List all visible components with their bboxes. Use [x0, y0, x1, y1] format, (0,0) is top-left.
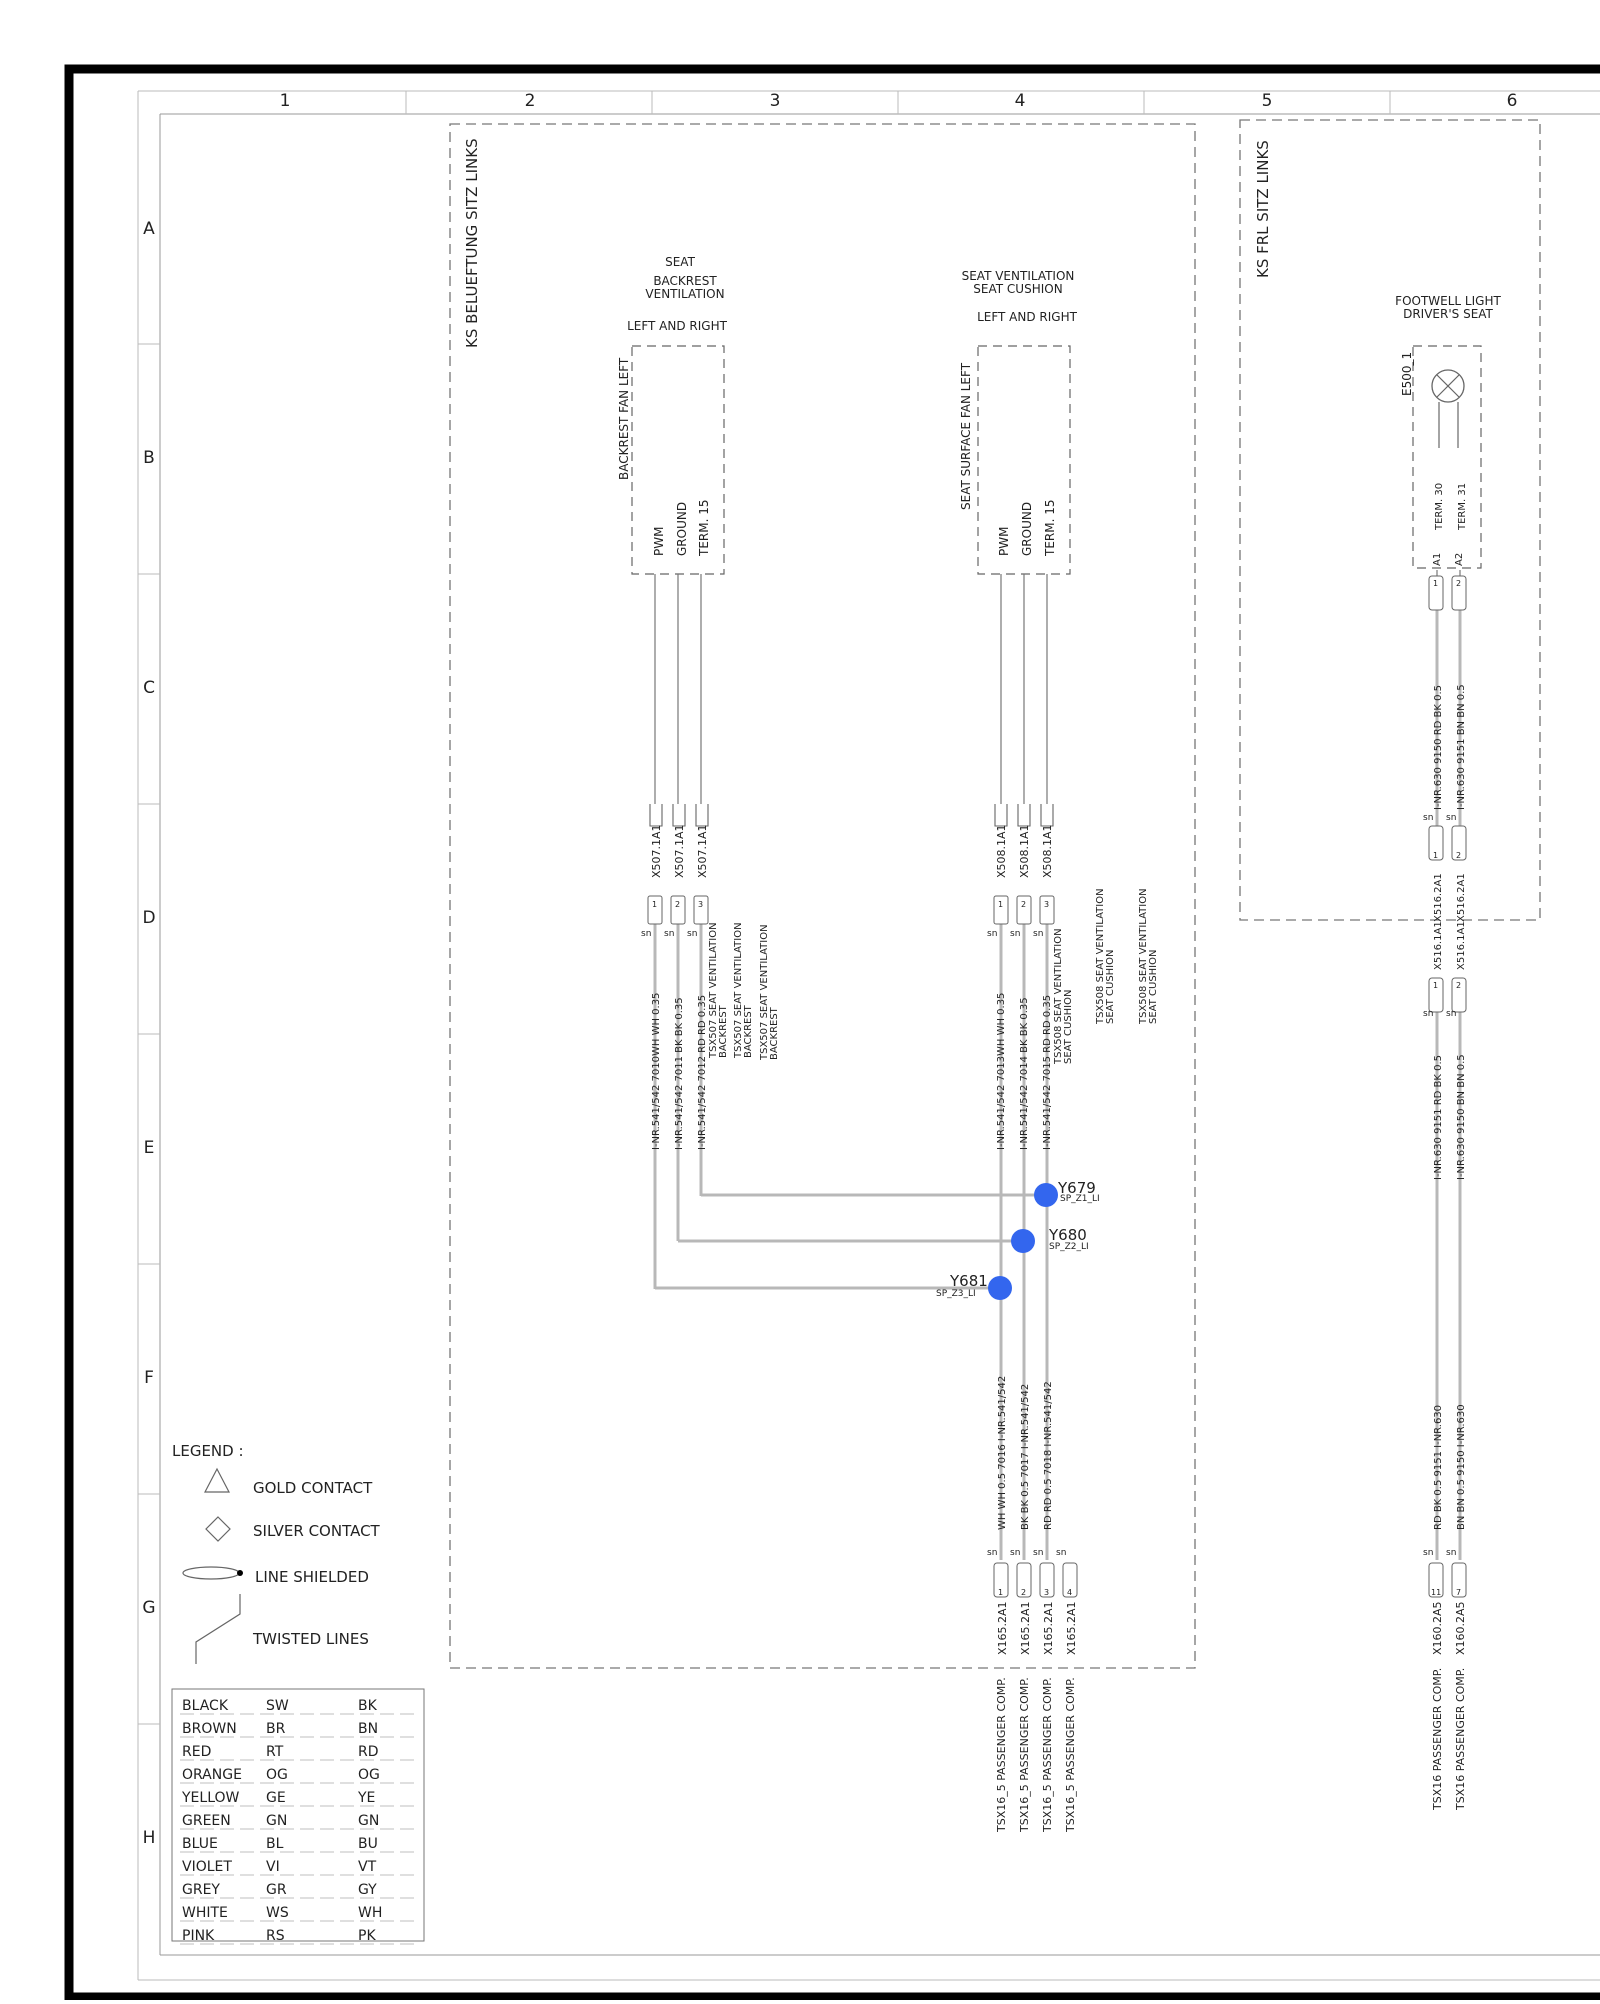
svg-text:WH WH 0.5 7016 I-NR.541/542: WH WH 0.5 7016 I-NR.541/542 — [997, 1375, 1008, 1530]
svg-text:sn: sn — [1423, 813, 1434, 823]
svg-text:I-NR.541/542 7015 RD RD 0.35: I-NR.541/542 7015 RD RD 0.35 — [1042, 994, 1053, 1150]
svg-text:TERM. 15: TERM. 15 — [697, 499, 711, 556]
svg-text:TERM. 15: TERM. 15 — [1043, 499, 1057, 556]
svg-text:I-NR.541/542 7013WH WH 0.35: I-NR.541/542 7013WH WH 0.35 — [996, 992, 1007, 1150]
svg-text:LINE SHIELDED: LINE SHIELDED — [255, 1568, 369, 1586]
svg-text:X165.2A1: X165.2A1 — [1042, 1601, 1055, 1655]
svg-text:TWISTED LINES: TWISTED LINES — [253, 1630, 369, 1648]
svg-text:LEFT AND RIGHT: LEFT AND RIGHT — [627, 319, 727, 333]
svg-text:sn: sn — [1446, 813, 1457, 823]
svg-text:I-NR.541/542 7011 BK BK 0.35: I-NR.541/542 7011 BK BK 0.35 — [674, 997, 685, 1150]
svg-text:PWM: PWM — [997, 526, 1011, 556]
color-table-cell: GE — [266, 1790, 286, 1806]
svg-text:X165.2A1: X165.2A1 — [996, 1601, 1009, 1655]
svg-text:X516.2A1: X516.2A1 — [1456, 873, 1467, 922]
svg-text:TSX16_5 PASSENGER COMP.: TSX16_5 PASSENGER COMP. — [1018, 1677, 1031, 1832]
svg-text:SEAT CUSHION: SEAT CUSHION — [1148, 949, 1159, 1024]
col-label-6: 6 — [1506, 91, 1518, 111]
row-label-a: A — [143, 219, 155, 239]
svg-text:2: 2 — [1021, 900, 1027, 909]
svg-text:X516.1A1: X516.1A1 — [1456, 921, 1467, 970]
svg-text:X508.1A1: X508.1A1 — [995, 824, 1008, 878]
svg-text:BACKREST: BACKREST — [769, 1007, 780, 1060]
color-table-cell: BN — [358, 1721, 379, 1737]
svg-text:sn: sn — [1423, 1548, 1434, 1558]
color-table-cell: GN — [266, 1813, 288, 1829]
svg-text:7: 7 — [1456, 1588, 1462, 1597]
svg-text:2: 2 — [1021, 1588, 1027, 1597]
svg-text:sn: sn — [687, 929, 698, 939]
col-label-5: 5 — [1261, 91, 1273, 111]
svg-text:A2: A2 — [1454, 552, 1465, 566]
svg-text:1: 1 — [652, 900, 658, 909]
svg-text:TSX16 PASSENGER COMP.: TSX16 PASSENGER COMP. — [1454, 1667, 1467, 1810]
svg-text:X507.1A1: X507.1A1 — [673, 824, 686, 878]
color-table-cell: OG — [358, 1767, 380, 1783]
svg-text:sn: sn — [641, 929, 652, 939]
color-table-cell: RS — [266, 1928, 285, 1944]
color-code-table — [172, 1689, 424, 1944]
svg-text:RD BK 0.5 9151 I-NR.630: RD BK 0.5 9151 I-NR.630 — [1433, 1404, 1444, 1530]
svg-text:sn: sn — [1033, 929, 1044, 939]
svg-text:1: 1 — [998, 900, 1004, 909]
svg-text:E500_1: E500_1 — [1400, 351, 1414, 396]
svg-text:I-NR.541/542 7012 RD RD 0.35: I-NR.541/542 7012 RD RD 0.35 — [697, 994, 708, 1150]
svg-text:sn: sn — [1010, 1548, 1021, 1558]
svg-text:DRIVER'S SEAT: DRIVER'S SEAT — [1403, 307, 1493, 321]
col-label-1: 1 — [279, 91, 291, 111]
row-label-b: B — [143, 448, 155, 468]
svg-text:TSX16_5 PASSENGER COMP.: TSX16_5 PASSENGER COMP. — [995, 1677, 1008, 1832]
component-footwell-light — [1395, 294, 1501, 568]
svg-text:TSX508 SEAT VENTILATION: TSX508 SEAT VENTILATION — [1095, 888, 1106, 1024]
svg-text:VENTILATION: VENTILATION — [645, 287, 725, 301]
svg-text:1: 1 — [1433, 981, 1439, 990]
color-table-cell: GREY — [182, 1882, 220, 1898]
color-table-cell: SW — [266, 1698, 289, 1714]
col-label-4: 4 — [1014, 91, 1026, 111]
component-cushion-fan — [959, 269, 1078, 574]
svg-text:PWM: PWM — [652, 526, 666, 556]
svg-text:BACKREST: BACKREST — [653, 274, 717, 288]
svg-text:SEAT SURFACE FAN LEFT: SEAT SURFACE FAN LEFT — [959, 362, 973, 510]
svg-text:X507.1A1: X507.1A1 — [696, 824, 709, 878]
svg-text:I-NR.630 9150 BN BN 0.5: I-NR.630 9150 BN BN 0.5 — [1456, 1054, 1467, 1180]
connector-x165 — [987, 1376, 1078, 1833]
svg-text:TSX16_5 PASSENGER COMP.: TSX16_5 PASSENGER COMP. — [1064, 1677, 1077, 1832]
col-label-2: 2 — [524, 91, 536, 111]
color-table-cell: PK — [358, 1928, 376, 1944]
svg-text:X160.2A5: X160.2A5 — [1454, 1601, 1467, 1655]
svg-text:GROUND: GROUND — [675, 501, 689, 556]
svg-text:TERM. 31: TERM. 31 — [1457, 482, 1468, 530]
svg-text:I-NR.630 9151 RD BK 0.5: I-NR.630 9151 RD BK 0.5 — [1433, 1054, 1444, 1180]
svg-text:2: 2 — [1456, 579, 1462, 588]
row-label-c: C — [143, 678, 155, 698]
color-table-cell: BLACK — [182, 1698, 229, 1714]
color-table-cell: BU — [358, 1836, 378, 1852]
svg-text:I-NR.541/542 7010WH WH 0.35: I-NR.541/542 7010WH WH 0.35 — [651, 992, 662, 1150]
svg-text:sn: sn — [1033, 1548, 1044, 1558]
svg-text:SP_Z3_LI: SP_Z3_LI — [936, 1289, 976, 1299]
connector-x508 — [987, 824, 1159, 1150]
color-table-cell: RD — [358, 1744, 379, 1760]
svg-text:A1: A1 — [1432, 552, 1443, 566]
twisted-lines-icon — [196, 1594, 240, 1664]
svg-text:TSX508 SEAT VENTILATION: TSX508 SEAT VENTILATION — [1138, 888, 1149, 1024]
svg-text:1: 1 — [1433, 579, 1439, 588]
svg-text:sn: sn — [1446, 1548, 1457, 1558]
color-table-cell: YELLOW — [182, 1790, 240, 1806]
svg-text:3: 3 — [1044, 900, 1050, 909]
svg-text:GROUND: GROUND — [1020, 501, 1034, 556]
svg-text:SILVER CONTACT: SILVER CONTACT — [253, 1522, 380, 1540]
svg-text:sn: sn — [1010, 929, 1021, 939]
svg-text:X516.2A1: X516.2A1 — [1433, 873, 1444, 922]
color-table-cell: RED — [182, 1744, 212, 1760]
svg-text:BACKREST: BACKREST — [718, 1005, 729, 1058]
svg-text:TSX507 SEAT VENTILATION: TSX507 SEAT VENTILATION — [759, 924, 770, 1060]
svg-text:2: 2 — [1456, 851, 1462, 860]
svg-text:sn: sn — [1446, 1009, 1457, 1019]
svg-text:sn: sn — [987, 1548, 998, 1558]
svg-text:RD RD 0.5 7018 I-NR.541/542: RD RD 0.5 7018 I-NR.541/542 — [1043, 1381, 1054, 1530]
svg-text:BACKREST FAN LEFT: BACKREST FAN LEFT — [617, 357, 631, 480]
color-table-cell: WHITE — [182, 1905, 228, 1921]
svg-text:sn: sn — [987, 929, 998, 939]
svg-text:FOOTWELL LIGHT: FOOTWELL LIGHT — [1395, 294, 1501, 308]
connector-x160 — [1423, 1404, 1467, 1811]
svg-text:sn: sn — [1423, 1009, 1434, 1019]
group-box-footwell — [1240, 120, 1540, 920]
component-backrest-fan — [617, 255, 728, 574]
svg-text:X160.2A5: X160.2A5 — [1431, 1601, 1444, 1655]
svg-text:SEAT CUSHION: SEAT CUSHION — [973, 282, 1063, 296]
svg-text:X508.1A1: X508.1A1 — [1041, 824, 1054, 878]
svg-text:sn: sn — [1056, 1548, 1067, 1558]
svg-text:TSX507 SEAT VENTILATION: TSX507 SEAT VENTILATION — [708, 922, 719, 1058]
color-table-cell: BL — [266, 1836, 284, 1852]
sheet-frame — [69, 69, 1600, 1997]
group-title-seat-ventilation: KS BELUEFTUNG SITZ LINKS — [463, 138, 481, 348]
svg-text:BN BN 0.5 9150 I-NR.630: BN BN 0.5 9150 I-NR.630 — [1456, 1404, 1467, 1530]
svg-text:I-NR.541/542 7014 BK BK 0.35: I-NR.541/542 7014 BK BK 0.35 — [1019, 997, 1030, 1150]
svg-text:3: 3 — [1044, 1588, 1050, 1597]
svg-text:2: 2 — [1456, 981, 1462, 990]
color-table-cell: ORANGE — [182, 1767, 242, 1783]
svg-text:Y679: Y679 — [1058, 1179, 1096, 1197]
color-table-cell: RT — [266, 1744, 284, 1760]
splice-y679[interactable] — [1034, 1179, 1100, 1207]
svg-text:X516.1A1: X516.1A1 — [1433, 921, 1444, 970]
group-title-footwell: KS FRL SITZ LINKS — [1254, 140, 1272, 278]
legend — [172, 1442, 381, 1664]
color-table-cell: OG — [266, 1767, 288, 1783]
color-table-cell: PINK — [182, 1928, 215, 1944]
svg-text:X165.2A1: X165.2A1 — [1019, 1601, 1032, 1655]
svg-text:SEAT: SEAT — [665, 255, 695, 269]
svg-text:2: 2 — [675, 900, 681, 909]
shielded-line-icon — [183, 1567, 239, 1579]
row-label-g: G — [142, 1598, 156, 1618]
svg-text:X507.1A1: X507.1A1 — [650, 824, 663, 878]
svg-text:SP_Z2_LI: SP_Z2_LI — [1049, 1242, 1089, 1252]
svg-text:X508.1A1: X508.1A1 — [1018, 824, 1031, 878]
splice-y680[interactable] — [1011, 1226, 1089, 1253]
svg-text:TSX508 SEAT VENTILATION: TSX508 SEAT VENTILATION — [1053, 928, 1064, 1064]
color-table-cell: GY — [358, 1882, 377, 1898]
svg-text:I-NR.630 9151 BN BN 0.5: I-NR.630 9151 BN BN 0.5 — [1456, 684, 1467, 810]
svg-text:SEAT VENTILATION: SEAT VENTILATION — [961, 269, 1075, 283]
svg-text:SP_Z1_LI: SP_Z1_LI — [1060, 1194, 1100, 1204]
svg-text:TERM. 30: TERM. 30 — [1434, 482, 1445, 530]
svg-text:GOLD CONTACT: GOLD CONTACT — [253, 1479, 373, 1497]
svg-text:Y681: Y681 — [950, 1272, 988, 1290]
color-table-cell: WH — [358, 1905, 383, 1921]
gold-contact-icon — [205, 1469, 229, 1492]
color-table-cell: VI — [266, 1859, 280, 1875]
svg-text:11: 11 — [1431, 1588, 1442, 1597]
svg-text:X165.2A1: X165.2A1 — [1065, 1601, 1078, 1655]
color-table-cell: YE — [358, 1790, 376, 1806]
color-table-cell: VT — [358, 1859, 377, 1875]
svg-text:BACKREST: BACKREST — [743, 1005, 754, 1058]
svg-text:TSX16 PASSENGER COMP.: TSX16 PASSENGER COMP. — [1431, 1667, 1444, 1810]
svg-text:TSX16_5 PASSENGER COMP.: TSX16_5 PASSENGER COMP. — [1041, 1677, 1054, 1832]
color-table-cell: VIOLET — [182, 1859, 232, 1875]
svg-text:1: 1 — [1433, 851, 1439, 860]
svg-text:SEAT CUSHION: SEAT CUSHION — [1063, 989, 1074, 1064]
color-table-cell: BROWN — [182, 1721, 237, 1737]
color-table-cell: GREEN — [182, 1813, 231, 1829]
color-table-cell: BLUE — [182, 1836, 218, 1852]
svg-text:LEFT AND RIGHT: LEFT AND RIGHT — [977, 310, 1077, 324]
svg-text:SEAT CUSHION: SEAT CUSHION — [1105, 949, 1116, 1024]
svg-text:Y680: Y680 — [1049, 1226, 1087, 1244]
svg-text:LEGEND :: LEGEND : — [172, 1442, 244, 1460]
connector-x507 — [641, 824, 780, 1150]
color-table-cell: BK — [358, 1698, 377, 1714]
svg-text:3: 3 — [698, 900, 704, 909]
row-label-h: H — [142, 1828, 156, 1848]
svg-text:sn: sn — [664, 929, 675, 939]
row-label-f: F — [144, 1368, 154, 1388]
splice-y681[interactable] — [936, 1272, 1012, 1300]
color-table-cell: GR — [266, 1882, 287, 1898]
col-label-3: 3 — [769, 91, 781, 111]
svg-text:TSX507 SEAT VENTILATION: TSX507 SEAT VENTILATION — [733, 922, 744, 1058]
group-box-seat-ventilation — [450, 124, 1195, 1668]
color-table-cell: GN — [358, 1813, 380, 1829]
svg-text:I-NR.630 9150 RD BK 0.5: I-NR.630 9150 RD BK 0.5 — [1433, 684, 1444, 810]
svg-text:4: 4 — [1067, 1588, 1073, 1597]
color-table-cell: WS — [266, 1905, 289, 1921]
svg-text:1: 1 — [998, 1588, 1004, 1597]
row-label-d: D — [142, 908, 156, 928]
row-label-e: E — [143, 1138, 155, 1158]
silver-contact-icon — [206, 1517, 230, 1541]
svg-text:BK BK 0.5 7017 I-NR.541/54: BK BK 0.5 7017 I-NR.541/542 — [1020, 1383, 1031, 1530]
color-table-cell: BR — [266, 1721, 286, 1737]
